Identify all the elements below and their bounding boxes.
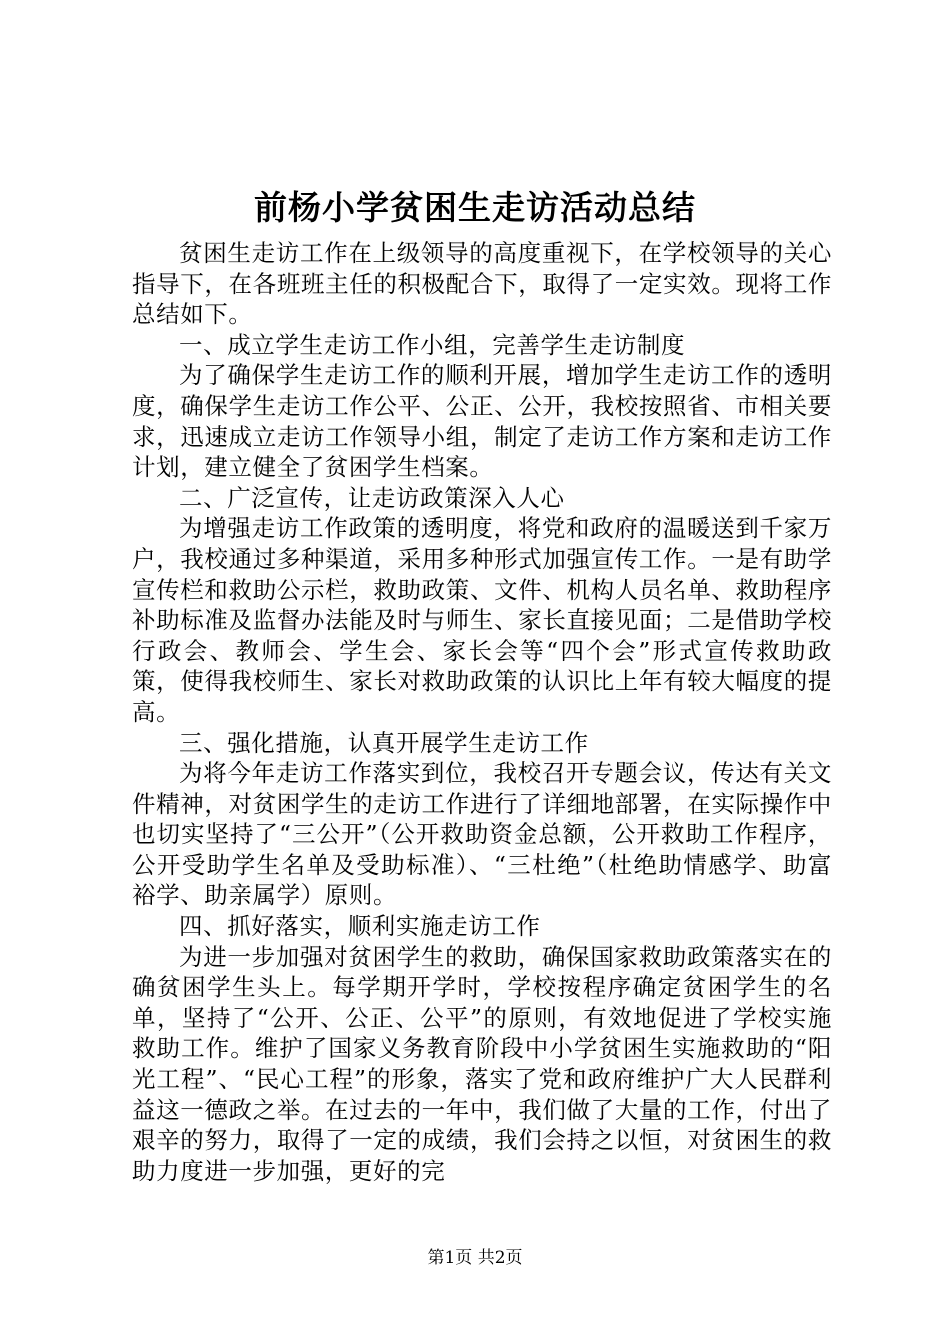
section-4-paragraph: 为进一步加强对贫困学生的救助，确保国家救助政策落实在的确贫困学生头上。每学期开学时，学校按程序确定贫困学生的名单，坚持了“公开、公正、公平”的原则，有效地促进了学校实施救助工作。维护了国家义务教育阶段中小学贫困生实施救助的“阳光工程”、“民心工程”的形象，落实了党和政府维护广大人民群利益这一德政之举。在过去的一年中，我们做了大量的工作，付出了艰辛的努力，取得了一定的成绩，我们会持之以恒，对贫困生的救助力度进一步加强，更好的完 <box>132 942 832 1185</box>
document-body <box>132 238 832 1186</box>
intro-paragraph: 贫困生走访工作在上级领导的高度重视下，在学校领导的关心指导下，在各班班主任的积极配合下，取得了一定实效。现将工作总结如下。 <box>132 239 832 329</box>
section-2-paragraph: 为增强走访工作政策的透明度，将党和政府的温暖送到千家万户，我校通过多种渠道，采用多种形式加强宣传工作。一是有助学宣传栏和救助公示栏，救助政策、文件、机构人员名单、救助程序补助标准及监督办法能及时与师生、家长直接见面；二是借助学校行政会、教师会、学生会、家长会等“四个会”形式宣传救助政策，使得我校师生、家长对救助政策的认识比上年有较大幅度的提高。 <box>132 514 832 726</box>
section-heading-2: 二、广泛宣传，让走访政策深入人心 <box>179 483 565 512</box>
page-footer: 第1页 共2页 <box>427 1248 523 1268</box>
section-heading-1: 一、成立学生走访工作小组，完善学生走访制度 <box>179 330 686 359</box>
section-1-paragraph: 为了确保学生走访工作的顺利开展，增加学生走访工作的透明度，确保学生走访工作公平、公正、公开，我校按照省、市相关要求，迅速成立走访工作领导小组，制定了走访工作方案和走访工作计划，建立健全了贫困学生档案。 <box>132 361 832 482</box>
section-heading-4: 四、抓好落实，顺利实施走访工作 <box>179 912 541 941</box>
document-title: 前杨小学贫困生走访活动总结 <box>254 188 696 227</box>
section-3-paragraph: 为将今年走访工作落实到位，我校召开专题会议，传达有关文件精神，对贫困学生的走访工作进行了详细地部署，在实际操作中也切实坚持了“三公开”（公开救助资金总额，公开救助工作程序，公开受助学生名单及受助标准）、“三杜绝”（杜绝助情感学、助富裕学、助亲属学）原则。 <box>132 759 832 910</box>
section-heading-3: 三、强化措施，认真开展学生走访工作 <box>179 728 589 757</box>
